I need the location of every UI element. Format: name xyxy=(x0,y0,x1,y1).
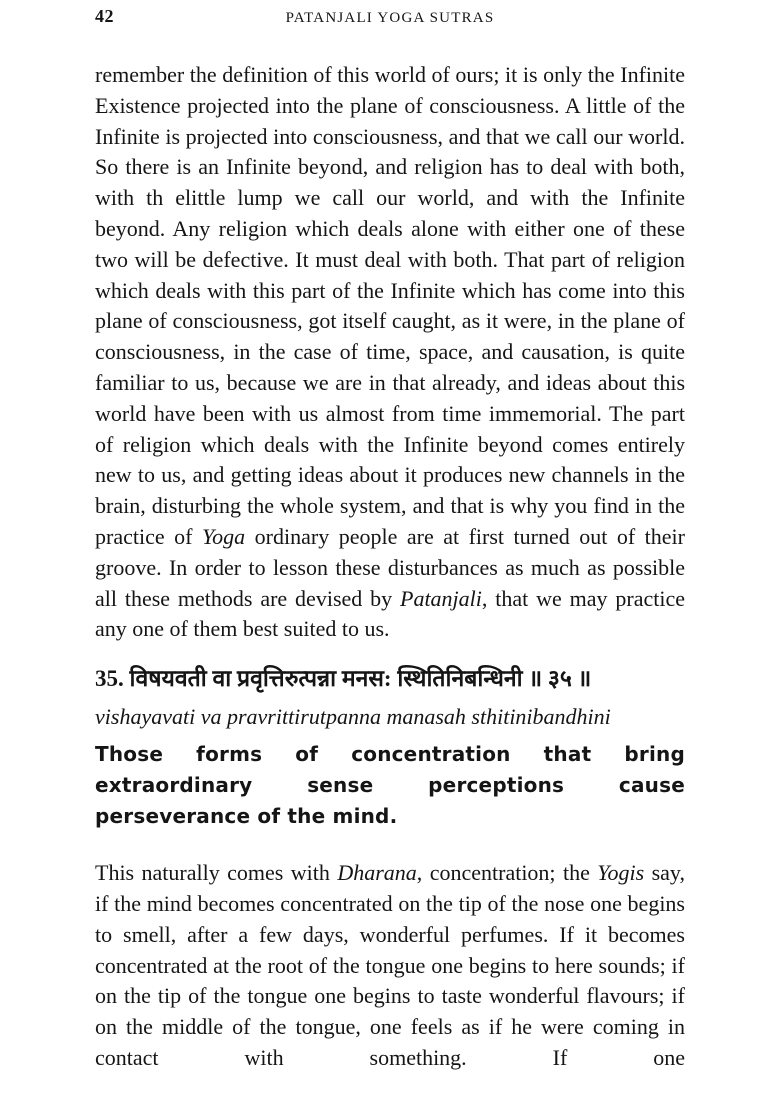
page-header xyxy=(0,0,780,34)
page-number: 42 xyxy=(95,6,114,26)
paragraph-commentary-1: remember the definition of this world of ours; it is only the Infinite Existence projected into the plane of consciousness. A little of the Infinite is projected into consciousness, and that we call our world. So there is an Infinite beyond, and religion has to deal with both, with th elittle lump we call our world, and with the Infinite beyond. Any religion which deals alone with either one of these two will be defective. It must deal with both. That part of religion which deals with this part of the Infinite which has come into this plane of consciousness, got itself caught, as it were, in the plane of consciousness, in the case of time, space, and causation, is quite familiar to us, because we are in that already, and ideas about this world have been with us almost from time immemorial. The part of religion which deals with the Infinite beyond comes entirely new to us, and getting ideas about it produces new channels in the brain, disturbing the whole system, and that is why you find in the practice of Yoga ordinary people are at first turned out of their groove. In order to lesson these disturbances as much as possible all these methods are devised by Patanjali, that we may practice any one of them best suited to us. xyxy=(95,62,685,642)
sutra-devanagari: 35. विषयवती वा प्रवृत्तिरुत्पन्ना मनस: स्थितिनिबन्धिनी ॥ ३५ ॥ xyxy=(95,666,592,692)
page-body xyxy=(0,34,780,1074)
sutra-transliteration: vishayavati va pravrittirutpanna manasah sthitinibandhini xyxy=(95,704,611,730)
book-title: PATANJALI YOGA SUTRAS xyxy=(285,10,495,26)
paragraph-commentary-2: This naturally comes with Dharana, concentration; the Yogis say, if the mind becomes concentrated on the tip of the nose one begins to smell, after a few days, wonderful perfumes. If it becomes concentrated at the root of the tongue one begins to here sounds; if on the tip of the tongue one begins to taste wonderful flavours; if on the middle of the tongue, one feels as if he were coming in contact with something. If one xyxy=(95,860,685,1070)
sutra-translation: Those forms of concentration that bring extraordinary sense perceptions cause perseverance of the mind. xyxy=(95,742,685,829)
